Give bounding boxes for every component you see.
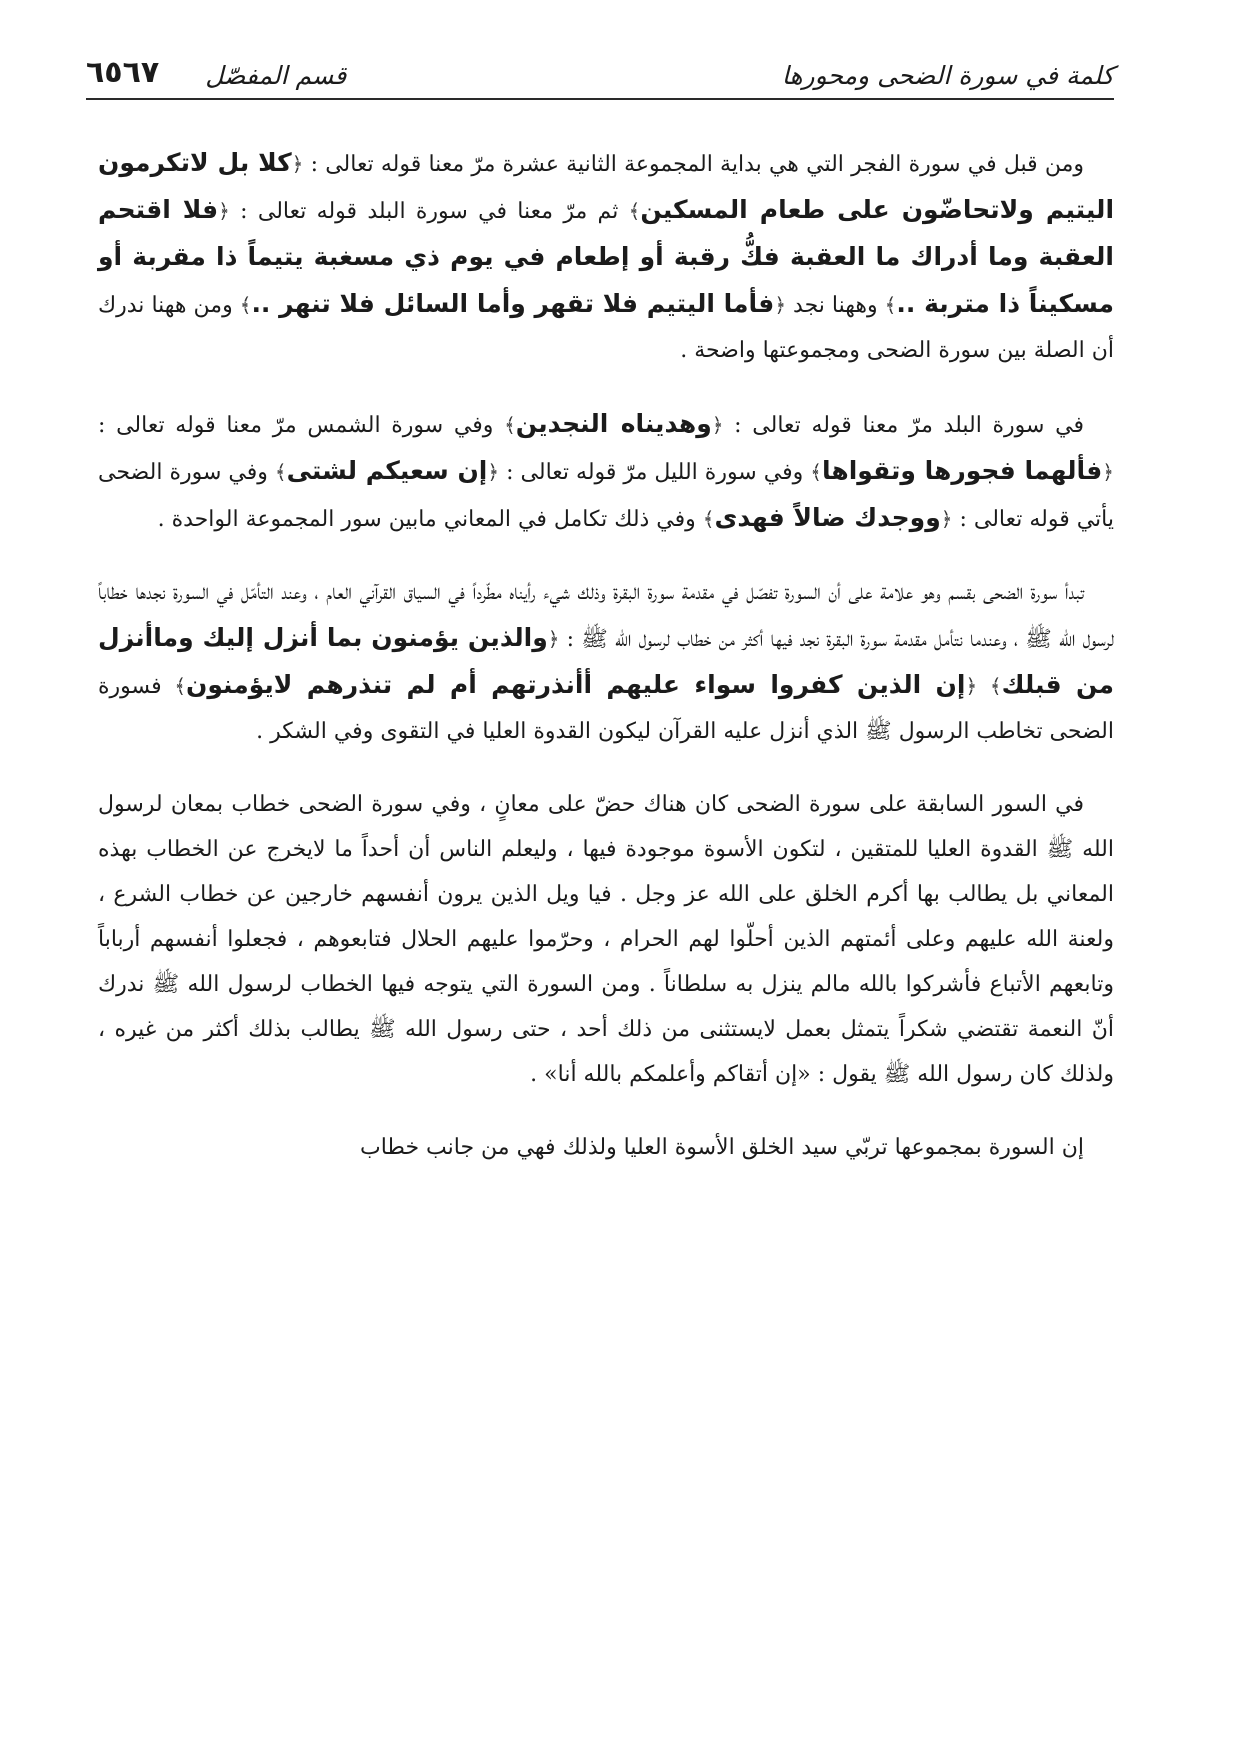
text-run: وفي ذلك تكامل في المعاني مابين سور المجموعة الواحدة . bbox=[157, 507, 703, 532]
text-run: ثم مرّ معنا في سورة البلد قوله تعالى : bbox=[229, 199, 629, 224]
quran-verse: إن سعيكم لشتى bbox=[286, 456, 488, 485]
text-run: وفي سورة الضحى يأتي قوله تعالى : bbox=[98, 460, 1114, 532]
quran-verse: والذين يؤمنون بما أنزل إليك وماأنزل من قبلك bbox=[98, 623, 1114, 699]
paragraph bbox=[98, 1125, 1114, 1170]
text-run: ومن قبل في سورة الفجر التي هي بداية المجموعة الثانية عشرة مرّ معنا قوله تعالى : bbox=[303, 152, 1085, 177]
paragraph bbox=[98, 401, 1114, 542]
body-text bbox=[98, 140, 1114, 1170]
running-title: كلمة في سورة الضحى ومحورها bbox=[781, 61, 1114, 90]
text-run: إن السورة بمجموعها تربّي سيد الخلق الأسوة العليا ولذلك فهي من جانب خطاب bbox=[359, 1135, 1084, 1160]
quran-verse: فلا اقتحم العقبة وما أدراك ما العقبة فكُّ رقبة أو إطعام في يوم ذي مسغبة يتيماً ذا مقربة أو مسكيناً ذا متربة .. bbox=[98, 195, 1115, 318]
paragraph bbox=[98, 140, 1114, 373]
verse-bracket: ﴾ bbox=[989, 674, 1002, 698]
text-run: وههنا نجد bbox=[786, 293, 885, 318]
verse-bracket: ﴿ bbox=[965, 674, 978, 698]
header-rule bbox=[86, 98, 1114, 100]
verse-bracket: ﴿ bbox=[291, 152, 304, 176]
text-run: فسورة الضحى تخاطب الرسول ﷺ الذي أنزل عليه القرآن ليكون القدوة العليا في التقوى وفي الشكر . bbox=[98, 674, 1114, 744]
quran-verse: فألهما فجورها وتقواها bbox=[821, 456, 1103, 485]
verse-bracket: ﴾ bbox=[274, 460, 287, 484]
verse-bracket: ﴾ bbox=[239, 293, 252, 317]
section-name: قسم المفصّل bbox=[205, 61, 347, 90]
verse-bracket: ﴾ bbox=[628, 199, 641, 223]
verse-bracket: ﴾ bbox=[884, 293, 897, 317]
verse-bracket: ﴾ bbox=[810, 460, 822, 484]
text-run: في سورة البلد مرّ معنا قوله تعالى : bbox=[723, 413, 1085, 438]
paragraph bbox=[98, 570, 1114, 754]
text-run: وفي سورة الشمس مرّ معنا قوله تعالى : bbox=[98, 413, 505, 438]
quran-verse: ووجدك ضالاً فهدى bbox=[714, 503, 941, 532]
verse-bracket: ﴾ bbox=[504, 413, 516, 437]
page-number: ٦٥٦٧ bbox=[86, 55, 160, 90]
page-header bbox=[86, 46, 1114, 90]
verse-bracket: ﴿ bbox=[940, 507, 953, 531]
text-run: في السور السابقة على سورة الضحى كان هناك حضّ على معانٍ ، وفي سورة الضحى خطاب بمعان لرسول الله ﷺ القدوة العليا للمتقين ، لتكون الأسوة موجودة فيها ، وليعلم الناس أن أحداً ما لايخرج عن الخطاب بهذه المعاني بل يطالب بها أكرم الخلق على الله عز وجل . فيا ويل الذين يرون أنفسهم خارجين عن خطاب الشرع ، ولعنة الله عليهم وعلى أئمتهم الذين أحلّوا لهم الحرام ، وحرّموا عليهم الحلال فتابعوهم ، فجعلوا أنفسهم أرباباً وتابعهم الأتباع فأشركوا بالله مالم ينزل به سلطاناً . ومن السورة التي يتوجه فيها الخطاب لرسول الله ﷺ ندرك أنّ النعمة تقتضي شكراً يتمثل بعمل لايستثنى من ذلك أحد ، حتى رسول الله ﷺ يطالب بذلك أكثر من غيره ، ولذلك كان رسول الله ﷺ يقول : «إن أتقاكم وأعلمكم بالله أنا» . bbox=[98, 792, 1114, 1087]
verse-bracket: ﴾ bbox=[702, 507, 715, 531]
quran-verse: كلا بل لاتكرمون اليتيم ولاتحاضّون على طعام المسكين bbox=[98, 148, 1115, 224]
paragraph bbox=[98, 782, 1114, 1097]
text-run: وفي سورة الليل مرّ قوله تعالى : bbox=[499, 460, 811, 485]
verse-bracket: ﴿ bbox=[774, 293, 787, 317]
quran-verse: إن الذين كفروا سواء عليهم أأنذرتهم أم لم تنذرهم لايؤمنون bbox=[186, 670, 966, 699]
header-left-group bbox=[86, 55, 346, 90]
quran-verse: وهديناه النجدين bbox=[515, 409, 712, 438]
quran-verse: فأما اليتيم فلا تقهر وأما السائل فلا تنهر .. bbox=[251, 289, 775, 318]
verse-bracket: ﴿ bbox=[218, 199, 230, 223]
verse-bracket: ﴿ bbox=[487, 460, 500, 484]
text-run: تبدأ سورة الضحى بقسم وهو علامة على أن السورة تفصّل في مقدمة سورة البقرة وذلك شيء رأيناه مطّرداً في السياق القرآني العام ، وعند التأمّل في السورة نجدها خطاباً لرسول الله ﷺ ، وعندما نتأمل مقدمة سورة البقرة نجد فيها أكثر من خطاب لرسول الله ﷺ : bbox=[98, 580, 1114, 652]
verse-bracket: ﴾ bbox=[174, 674, 187, 698]
verse-bracket: ﴿ bbox=[711, 413, 724, 437]
text-run: ومن ههنا ندرك أن الصلة بين سورة الضحى ومجموعتها واضحة . bbox=[98, 293, 1114, 363]
verse-bracket: ﴿ bbox=[547, 627, 560, 651]
verse-bracket: ﴿ bbox=[1102, 460, 1115, 484]
text-run bbox=[977, 674, 990, 699]
